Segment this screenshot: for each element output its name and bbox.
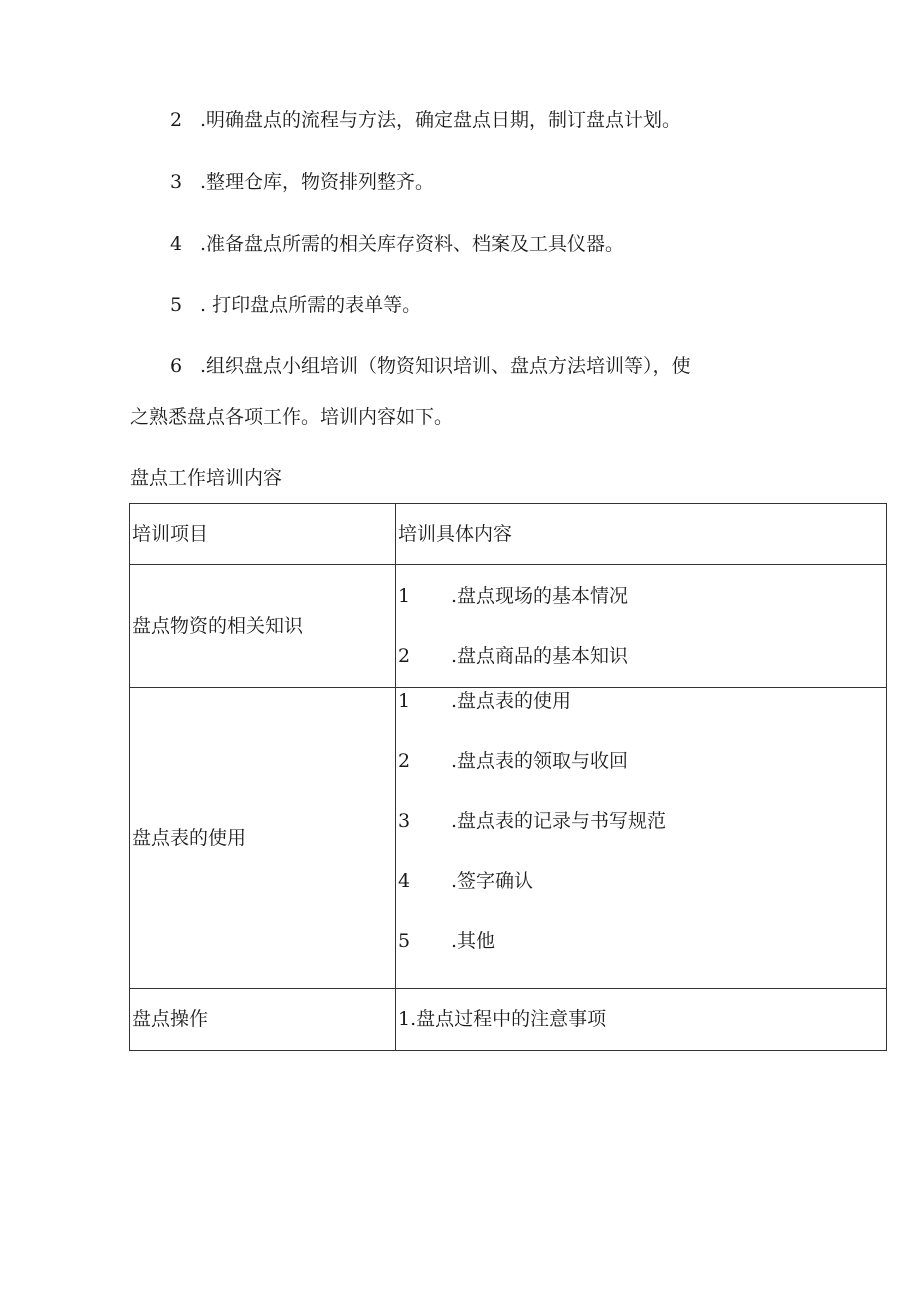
project-name: 盘点表的使用 <box>132 826 247 849</box>
item-text: .盘点商品的基本知识 <box>451 645 629 667</box>
item-text: .盘点表的领取与收回 <box>451 750 629 772</box>
table-row <box>130 688 887 989</box>
paragraph-text: .组织盘点小组培训（物资知识培训、盘点方法培训等），使 <box>200 355 691 377</box>
paragraph-number: 3 <box>170 171 183 193</box>
table-row <box>130 989 887 1051</box>
content-cell <box>396 565 887 688</box>
item-number: 2 <box>398 750 411 772</box>
header-cell-content <box>396 504 887 565</box>
table-header-row <box>130 504 887 565</box>
content-list <box>396 688 886 972</box>
item-number: 5 <box>398 930 411 952</box>
list-item <box>396 812 886 872</box>
paragraph-text: .准备盘点所需的相关库存资料、档案及工具仪器。 <box>200 233 625 255</box>
item-number: 4 <box>398 870 411 892</box>
paragraph-5 <box>170 296 421 315</box>
item-text: .盘点表的使用 <box>451 690 572 712</box>
paragraph-number: 4 <box>170 233 183 255</box>
paragraph-4 <box>170 235 624 254</box>
paragraph-text: .整理仓库，物资排列整齐。 <box>200 171 435 193</box>
paragraph-2 <box>170 111 681 130</box>
paragraph-text: . 打印盘点所需的表单等。 <box>200 294 422 316</box>
project-cell <box>130 565 396 688</box>
paragraph-text: .明确盘点的流程与方法，确定盘点日期，制订盘点计划。 <box>200 109 682 131</box>
header-cell-project <box>130 504 396 565</box>
project-name: 盘点操作 <box>132 1008 209 1030</box>
header-content-label: 培训具体内容 <box>398 522 513 545</box>
paragraph-number: 2 <box>170 109 183 131</box>
list-item <box>396 872 886 932</box>
project-name: 盘点物资的相关知识 <box>132 614 304 637</box>
content-list <box>396 565 886 687</box>
list-item <box>396 752 886 812</box>
project-cell <box>130 989 396 1051</box>
item-text: .盘点表的记录与书写规范 <box>451 810 667 832</box>
paragraph-number: 5 <box>170 294 183 316</box>
paragraph-6-continuation: 之熟悉盘点各项工作。培训内容如下。 <box>130 406 454 428</box>
item-text: .其他 <box>451 930 496 952</box>
header-project-label: 培训项目 <box>132 522 209 545</box>
content-cell <box>396 989 887 1051</box>
paragraph-3 <box>170 173 434 192</box>
item-number: 3 <box>398 810 411 832</box>
content-cell <box>396 688 887 989</box>
table-caption: 盘点工作培训内容 <box>130 467 283 489</box>
content-text: 1.盘点过程中的注意事项 <box>398 1008 607 1030</box>
paragraph-6 <box>170 357 691 376</box>
item-number: 1 <box>398 585 411 607</box>
project-cell <box>130 688 396 989</box>
list-item <box>396 647 886 687</box>
item-text: .盘点现场的基本情况 <box>451 585 629 607</box>
table-row <box>130 565 887 688</box>
item-number: 2 <box>398 645 411 667</box>
paragraph-number: 6 <box>170 355 183 377</box>
list-item <box>396 692 886 752</box>
item-text: .签字确认 <box>451 870 534 892</box>
item-number: 1 <box>398 690 411 712</box>
list-item <box>396 587 886 647</box>
list-item <box>396 932 886 972</box>
training-content-table <box>129 503 887 1051</box>
